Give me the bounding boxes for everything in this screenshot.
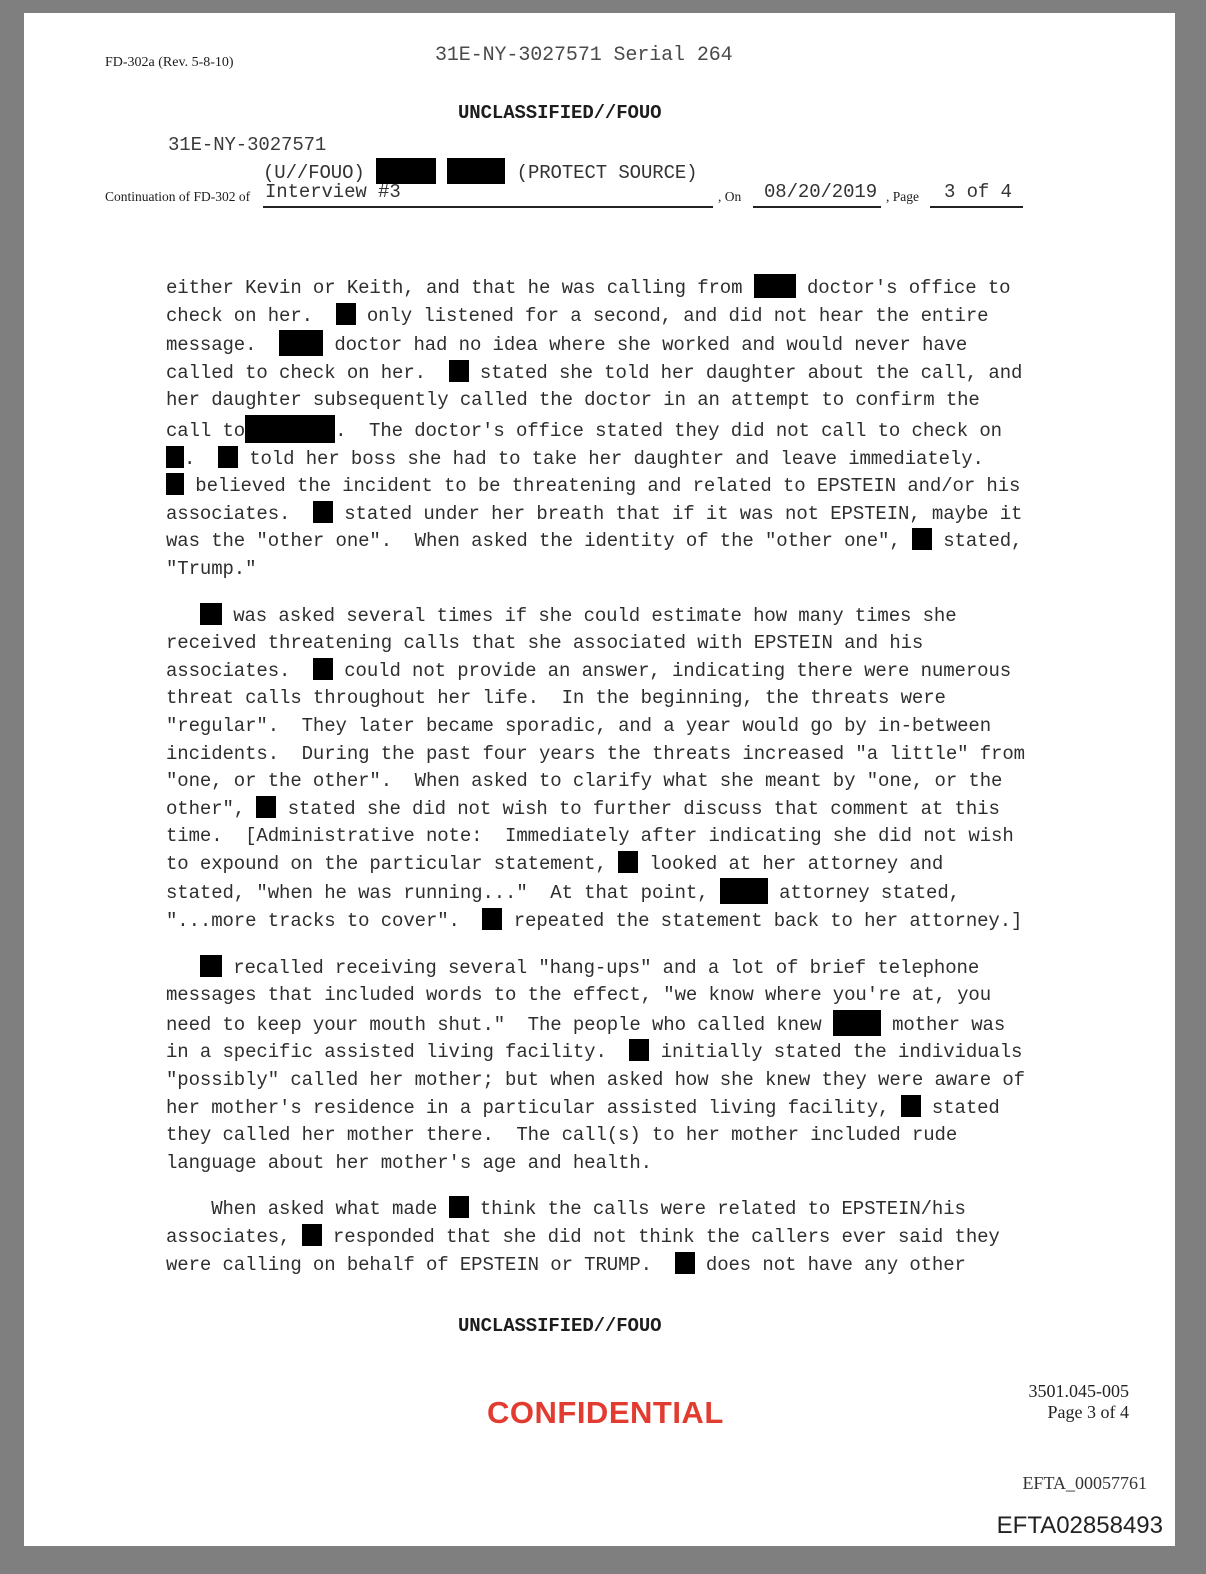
page-label: , Page xyxy=(886,189,919,204)
text-line: "...more tracks to cover". repeated the statement back to her attorney.] xyxy=(166,910,1023,933)
confidential-stamp: CONFIDENTIAL xyxy=(487,1395,724,1430)
text-line: other", stated she did not wish to further discuss that comment at this xyxy=(166,797,1000,820)
text-line: were calling on behalf of EPSTEIN or TRUMP. does not have any other xyxy=(166,1253,966,1276)
redaction-box xyxy=(754,274,796,298)
text-line: messages that included words to the effect, "we know where you're at, you xyxy=(166,984,992,1007)
text-line: . told her boss she had to take her daughter and leave immediately. xyxy=(166,446,1076,474)
text-line: incidents. During the past four years the threats increased "a little" from xyxy=(166,742,1025,765)
redaction-box xyxy=(313,658,333,680)
text-line: stated, "when he was running..." At that point, attorney stated, xyxy=(166,878,1076,908)
on-label: , On xyxy=(718,189,742,204)
text-line: language about her mother's age and health. xyxy=(166,1151,652,1174)
redaction-box xyxy=(901,1095,921,1117)
text-line: believed the incident to be threatening and related to EPSTEIN and/or his xyxy=(166,473,1076,501)
redaction-box xyxy=(482,908,502,930)
redaction-box xyxy=(336,303,356,325)
text-line: was the "other one". When asked the identity of the "other one", stated, xyxy=(166,530,1023,553)
continuation-label: Continuation of FD-302 of xyxy=(105,189,251,204)
text-line: "regular". They later became sporadic, and a year would go by in-between xyxy=(166,714,992,737)
redaction-box xyxy=(200,603,222,625)
text-line: associates, responded that she did not think the callers ever said they xyxy=(166,1226,1000,1248)
redaction-box xyxy=(166,473,184,495)
source-protect-line: (U//FOUO) (PROTECT SOURCE) xyxy=(263,158,697,184)
text-line: threat calls throughout her life. In the beginning, the threats were xyxy=(166,687,946,710)
redaction-box xyxy=(313,501,333,523)
classification-banner-top: UNCLASSIFIED//FOUO xyxy=(458,102,662,124)
page-number-value: 3 of 4 xyxy=(944,181,1012,203)
redaction-box xyxy=(833,1010,881,1036)
bates-page: Page 3 of 4 xyxy=(1047,1402,1129,1422)
redaction-box xyxy=(449,360,469,382)
efta-bates-id: EFTA02858493 xyxy=(996,1512,1163,1539)
text-line: need to keep your mouth shut." The people who called knew mother was xyxy=(166,1010,1076,1040)
redaction-box xyxy=(302,1224,322,1246)
text-line: her daughter subsequently called the doctor in an attempt to confirm the xyxy=(166,389,980,412)
paragraph xyxy=(166,274,1076,584)
redaction-box xyxy=(449,1196,469,1218)
bates-number: 3501.045-005 xyxy=(1028,1381,1129,1401)
text-line: check on her. only listened for a second, and did not hear the entire xyxy=(166,304,989,327)
text-line: her mother's residence in a particular assisted living facility, stated xyxy=(166,1096,1000,1119)
body-text xyxy=(166,274,1076,1298)
text-line: call to . The doctor's office stated they did not call to check on xyxy=(166,415,1076,446)
text-line: to expound on the particular statement, looked at her attorney and xyxy=(166,852,944,875)
classification-banner-bottom: UNCLASSIFIED//FOUO xyxy=(458,1315,662,1337)
text-line: received threatening calls that she associated with EPSTEIN and his xyxy=(166,632,924,655)
text-line: recalled receiving several "hang-ups" and a lot of brief telephone xyxy=(166,955,1076,983)
bates-block xyxy=(1029,1381,1130,1423)
paragraph xyxy=(166,603,1076,936)
efta-reference: EFTA_00057761 xyxy=(1022,1473,1147,1493)
text-line: called to check on her. stated she told her daughter about the call, and xyxy=(166,361,1023,384)
text-line: in a specific assisted living facility. initially stated the individuals xyxy=(166,1041,1023,1064)
redaction-box xyxy=(166,446,184,468)
redaction-box xyxy=(256,796,276,818)
redaction-box xyxy=(720,878,768,904)
text-line: associates. could not provide an answer, indicating there were numerous xyxy=(166,659,1012,682)
redaction-box xyxy=(912,528,932,550)
redaction-box xyxy=(675,1252,695,1274)
redaction-box xyxy=(279,330,323,356)
redaction-box xyxy=(218,446,238,468)
continuation-value: Interview #3 xyxy=(265,181,401,203)
text-line: "Trump." xyxy=(166,557,257,580)
text-line: they called her mother there. The call(s) to her mother included rude xyxy=(166,1124,958,1147)
interview-date: 08/20/2019 xyxy=(764,181,878,203)
text-line: When asked what made think the calls were related to EPSTEIN/his xyxy=(166,1198,966,1221)
form-revision-label: FD-302a (Rev. 5-8-10) xyxy=(105,55,234,70)
text-line: either Kevin or Keith, and that he was calling from doctor's office to xyxy=(166,274,1076,303)
redaction-box xyxy=(447,158,505,184)
redaction-box xyxy=(629,1039,649,1061)
text-line: time. [Administrative note: Immediately after indicating she did not wish xyxy=(166,825,1014,848)
document-page xyxy=(24,13,1175,1546)
text-line: was asked several times if she could estimate how many times she xyxy=(166,603,1076,631)
case-serial-header: 31E-NY-3027571 Serial 264 xyxy=(435,44,733,67)
case-number: 31E-NY-3027571 xyxy=(168,134,327,156)
paragraph xyxy=(166,1196,1076,1279)
redaction-box xyxy=(618,851,638,873)
redaction-box xyxy=(245,415,335,443)
continuation-underline xyxy=(263,206,713,208)
text-line: message. doctor had no idea where she worked and would never have xyxy=(166,330,1076,360)
page-underline xyxy=(930,206,1023,208)
text-line: associates. stated under her breath that if it was not EPSTEIN, maybe it xyxy=(166,502,1023,525)
paragraph xyxy=(166,955,1076,1178)
text-line: "possibly" called her mother; but when asked how she knew they were aware of xyxy=(166,1069,1025,1092)
date-underline xyxy=(753,206,881,208)
redaction-box xyxy=(200,955,222,977)
text-line: "one, or the other". When asked to clarify what she meant by "one, or the xyxy=(166,770,1003,793)
